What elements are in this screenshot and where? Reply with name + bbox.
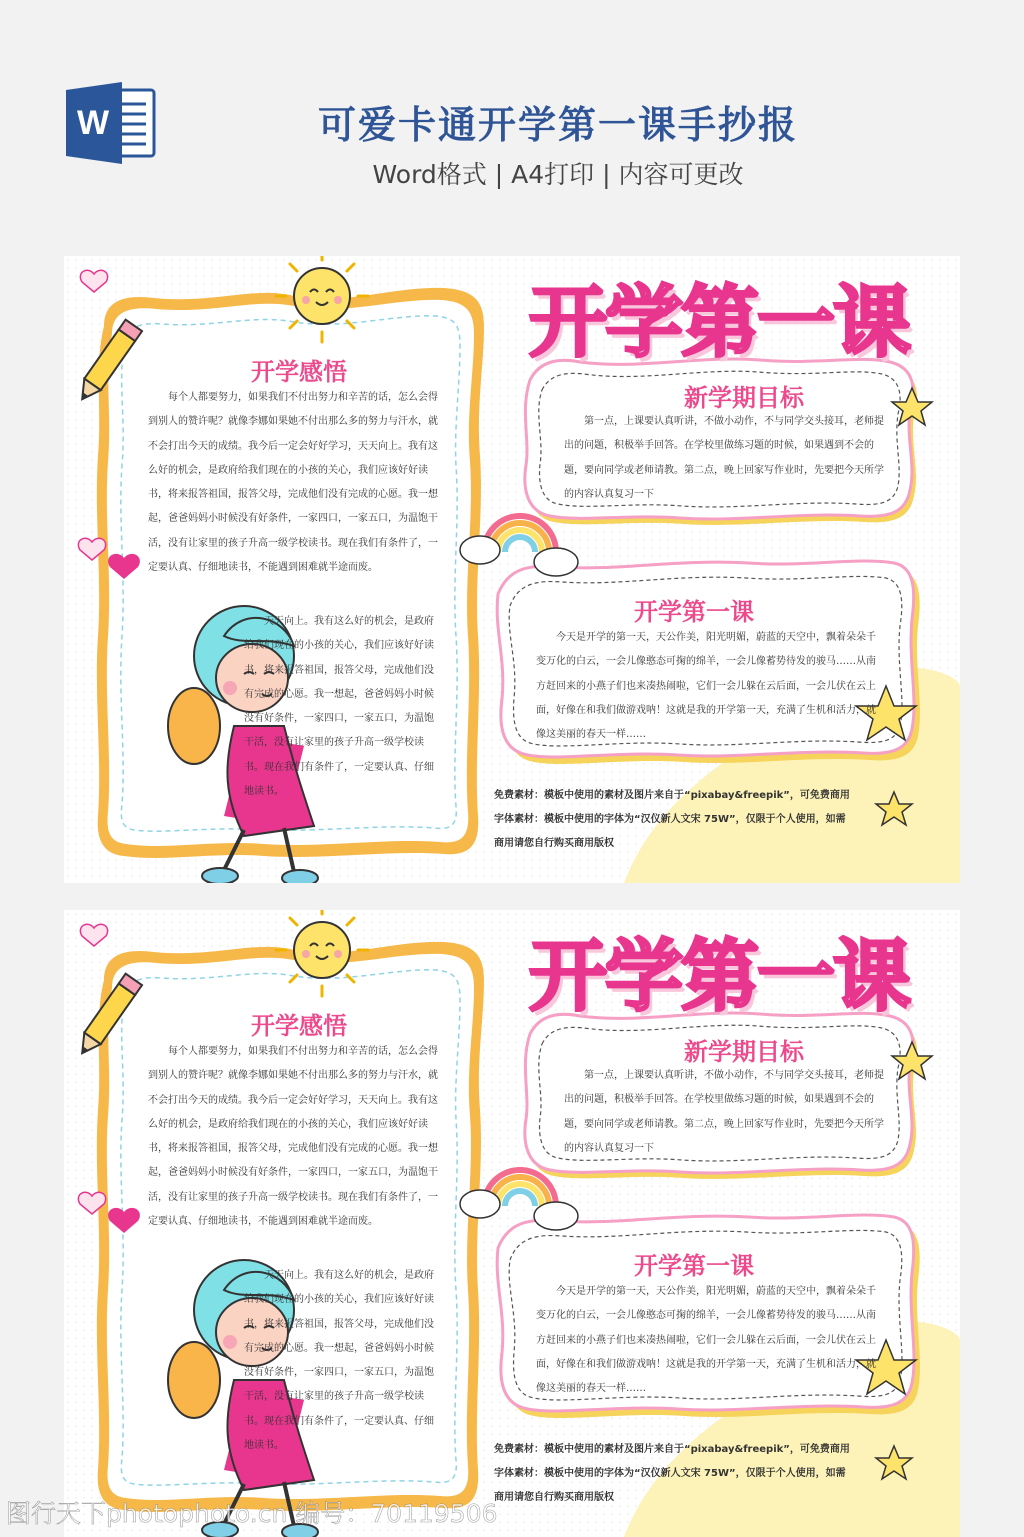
section-text-goals: 第一点，上课要认真听讲，不做小动作，不与同学交头接耳，老师提出的问题，积极举手回答。在学校里做练习题的时候，如果遇到不会的题，要向同学或老师请教。第二点，晚上回家写作业时，先要把今天所学的内容认真复习一下 — [564, 1070, 884, 1154]
poster-main-title: 开学第一课 — [528, 278, 909, 368]
section-text-first-lesson: 今天是开学的第一天，天公作美，阳光明媚，蔚蓝的天空中，飘着朵朵千变万化的白云，一会儿像憨态可掬的绵羊，一会儿像蓄势待发的骏马……从南方赶回来的小燕子们也来凑热闹啦，它们一会儿躲在云后面，一会儿伏在云上面，好像在和我们做游戏呐！这就是我的开学第一天，充满了生机和活力，就像这美丽的春天一样…… — [536, 632, 876, 741]
section-heading-first-lesson: 开学第一课 — [634, 1252, 754, 1280]
page-title: 可爱卡通开学第一课手抄报 — [317, 103, 798, 147]
section-heading-first-lesson: 开学第一课 — [634, 598, 754, 626]
section-heading-goals: 新学期目标 — [684, 384, 804, 412]
page-subtitle: Word格式 | A4打印 | 内容可更改 — [372, 160, 744, 189]
credits-line-1: 免费素材：模板中使用的素材及图片来自于“pixabay&freepik”，可免费商用 — [494, 790, 850, 801]
section-text-first-lesson: 今天是开学的第一天，天公作美，阳光明媚，蔚蓝的天空中，飘着朵朵千变万化的白云，一会儿像憨态可掬的绵羊，一会儿像蓄势待发的骏马……从南方赶回来的小燕子们也来凑热闹啦，它们一会儿躲在云后面，一会儿伏在云上面，好像在和我们做游戏呐！这就是我的开学第一天，充满了生机和活力，就像这美丽的春天一样…… — [536, 1286, 876, 1395]
credits-line-2: 字体素材：模板中使用的字体为“汉仪新人文宋 75W”，仅限于个人使用，如需商用请您自行购买商用版权 — [494, 814, 846, 849]
section-text-insights-1: 每个人都要努力，如果我们不付出努力和辛苦的话，怎么会得到别人的赞许呢？就像李娜如果她不付出那么多的努力与汗水，就不会打出今天的成绩。我今后一定会好好学习，天天向上。我有这么好的机会，是政府给我们现在的小孩的关心，我们应该好好读书，将来报答祖国，报答父母，完成他们没有完成的心愿。我一想起，爸爸妈妈小时候没有好条件，一家四口，一家五口，为温饱干活，没有让家里的孩子升高一级学校读书。现在我们有条件了，一定要认真、仔细地读书，不能遇到困难就半途而废。 — [148, 392, 438, 574]
svg-text:W: W — [76, 104, 110, 142]
watermark-text: 图行天下photophoto.cn 编号：70119506 — [6, 1499, 498, 1528]
credits-notes — [494, 1438, 854, 1510]
poster-main-title: 开学第一课 — [528, 932, 909, 1022]
section-text-insights-1: 每个人都要努力，如果我们不付出努力和辛苦的话，怎么会得到别人的赞许呢？就像李娜如果她不付出那么多的努力与汗水，就不会打出今天的成绩。我今后一定会好好学习，天天向上。我有这么好的机会，是政府给我们现在的小孩的关心，我们应该好好读书，将来报答祖国，报答父母，完成他们没有完成的心愿。我一想起，爸爸妈妈小时候没有好条件，一家四口，一家五口，为温饱干活，没有让家里的孩子升高一级学校读书。现在我们有条件了，一定要认真、仔细地读书，不能遇到困难就半途而废。 — [148, 1046, 438, 1228]
poster-preview-2[interactable] — [64, 910, 960, 1537]
section-text-insights-2: 天天向上。我有这么好的机会，是政府给我们现在的小孩的关心，我们应该好好读书，将来报答祖国，报答父母，完成他们没有完成的心愿。我一想起，爸爸妈妈小时候没有好条件，一家四口，一家五口，为温饱干活，没有让家里的孩子升高一级学校读书。现在我们有条件了，一定要认真、仔细地读书。 — [244, 616, 434, 798]
section-heading-insights: 开学感悟 — [251, 1012, 347, 1040]
section-text-insights-2: 天天向上。我有这么好的机会，是政府给我们现在的小孩的关心，我们应该好好读书，将来报答祖国，报答父母，完成他们没有完成的心愿。我一想起，爸爸妈妈小时候没有好条件，一家四口，一家五口，为温饱干活，没有让家里的孩子升高一级学校读书。现在我们有条件了，一定要认真、仔细地读书。 — [244, 1270, 434, 1452]
section-text-goals: 第一点，上课要认真听讲，不做小动作，不与同学交头接耳，老师提出的问题，积极举手回答。在学校里做练习题的时候，如果遇到不会的题，要向同学或老师请教。第二点，晚上回家写作业时，先要把今天所学的内容认真复习一下 — [564, 416, 884, 500]
section-heading-goals: 新学期目标 — [684, 1038, 804, 1066]
credits-notes — [494, 784, 854, 856]
section-heading-insights: 开学感悟 — [251, 358, 347, 386]
credits-line-2: 字体素材：模板中使用的字体为“汉仪新人文宋 75W”，仅限于个人使用，如需商用请您自行购买商用版权 — [494, 1468, 846, 1503]
poster-preview-1[interactable] — [64, 256, 960, 883]
credits-line-1: 免费素材：模板中使用的素材及图片来自于“pixabay&freepik”，可免费商用 — [494, 1444, 850, 1455]
